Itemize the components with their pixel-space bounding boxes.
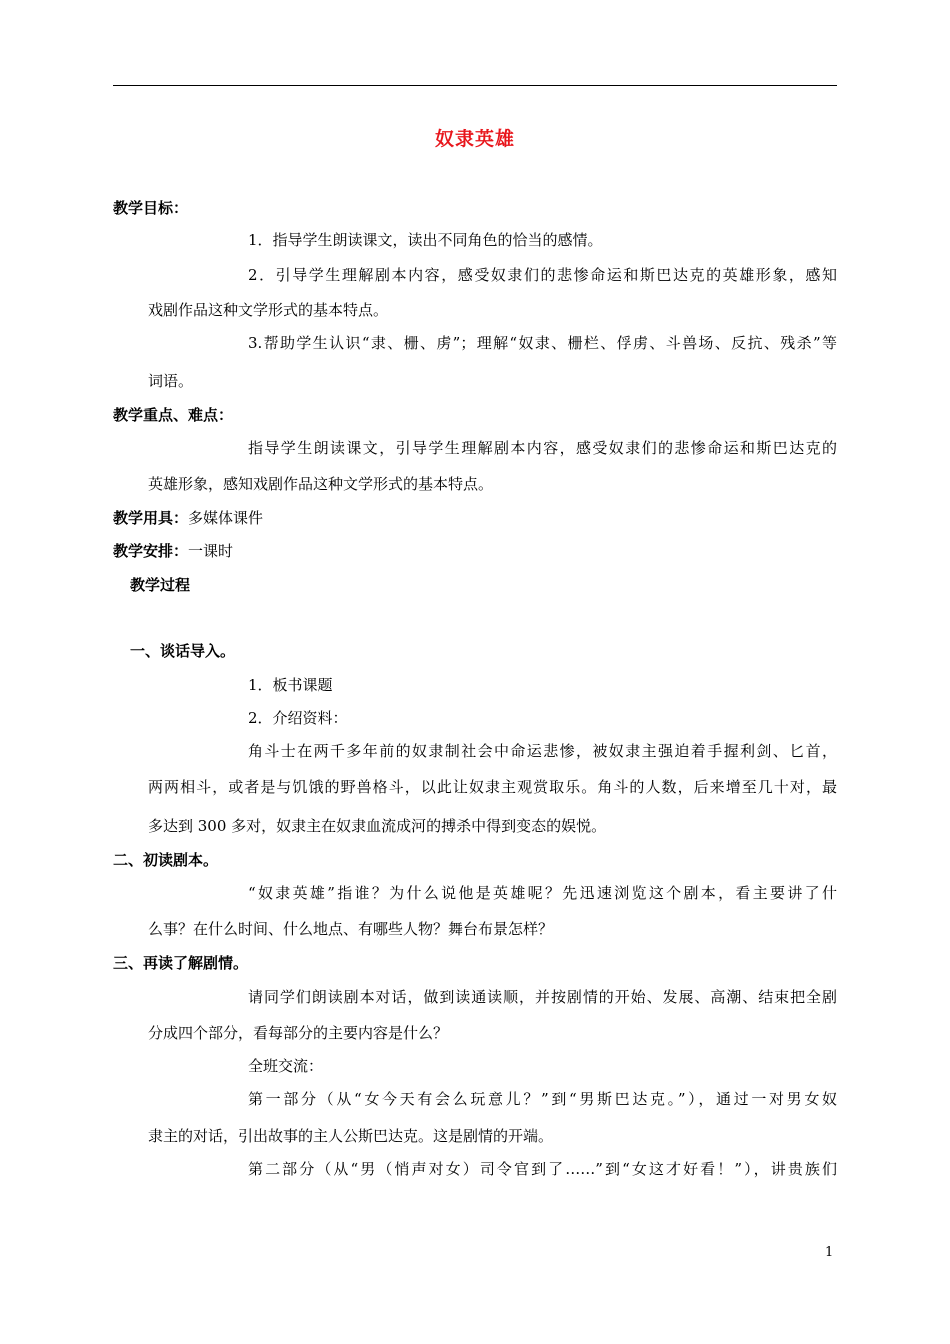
section1-item-2: 2．介绍资料： xyxy=(248,709,348,727)
focus-heading: 教学重点、难点： xyxy=(113,406,234,424)
goal-item-2-line-2: 戏剧作品这种文学形式的基本特点。 xyxy=(148,301,389,319)
section3-line-5: 隶主的对话，引出故事的主人公斯巴达克。这是剧情的开端。 xyxy=(148,1127,554,1145)
tools-value: 多媒体课件 xyxy=(188,509,264,527)
schedule-label: 教学安排： xyxy=(113,542,189,560)
section3-line-3: 全班交流： xyxy=(248,1057,324,1075)
section3-line-6: 第二部分（从“男（悄声对女）司令官到了……”到“女这才好看！”），讲贵族们 xyxy=(248,1160,837,1178)
goals-heading: 教学目标： xyxy=(113,199,189,217)
header-rule xyxy=(113,85,837,86)
focus-line-2: 英雄形象，感知戏剧作品这种文学形式的基本特点。 xyxy=(148,475,494,493)
schedule-row xyxy=(113,541,233,561)
section3-line-4: 第一部分（从“女今天有会么玩意儿？”到“男斯巴达克。”），通过一对男女奴 xyxy=(248,1090,837,1108)
section1-para-line-3: 多达到 300 多对，奴隶主在奴隶血流成河的搏杀中得到变态的娱悦。 xyxy=(148,817,607,835)
section1-para-line-1: 角斗士在两千多年前的奴隶制社会中命运悲惨，被奴隶主强迫着手握利剑、匕首， xyxy=(248,742,837,760)
section3-heading: 三、再读了解剧情。 xyxy=(113,954,249,972)
section2-heading: 二、初读剧本。 xyxy=(113,851,219,869)
schedule-value: 一课时 xyxy=(188,542,234,560)
tools-row xyxy=(113,508,263,528)
section2-line-1: “奴隶英雄”指谁？为什么说他是英雄呢？先迅速浏览这个剧本，看主要讲了什 xyxy=(248,884,837,902)
page-title: 奴隶英雄 xyxy=(434,128,515,150)
section3-line-1: 请同学们朗读剧本对话，做到读通读顺，并按剧情的开始、发展、高潮、结束把全剧 xyxy=(248,988,837,1006)
goal-item-2-line-1: 2．引导学生理解剧本内容，感受奴隶们的悲惨命运和斯巴达克的英雄形象，感知 xyxy=(248,266,837,284)
process-heading: 教学过程 xyxy=(130,576,191,594)
goal-item-1: 1．指导学生朗读课文，读出不同角色的恰当的感情。 xyxy=(248,231,603,249)
focus-line-1: 指导学生朗读课文，引导学生理解剧本内容，感受奴隶们的悲惨命运和斯巴达克的 xyxy=(248,439,837,457)
goal-item-3-line-2: 词语。 xyxy=(148,372,194,390)
goal-item-3-line-1: 3.帮助学生认识“隶、栅、虏”；理解“奴隶、栅栏、俘虏、斗兽场、反抗、残杀”等 xyxy=(248,334,837,352)
section1-para-line-2: 两两相斗，或者是与饥饿的野兽格斗，以此让奴隶主观赏取乐。角斗的人数，后来增至几十对，最 xyxy=(148,778,837,796)
section1-item-1: 1．板书课题 xyxy=(248,676,333,694)
section3-line-2: 分成四个部分，看每部分的主要内容是什么？ xyxy=(148,1024,449,1042)
tools-label: 教学用具： xyxy=(113,509,189,527)
page-number: 1 xyxy=(825,1245,834,1260)
section1-heading: 一、谈话导入。 xyxy=(130,642,236,660)
section2-line-2: 么事？在什么时间、什么地点、有哪些人物？舞台布景怎样？ xyxy=(148,920,554,938)
